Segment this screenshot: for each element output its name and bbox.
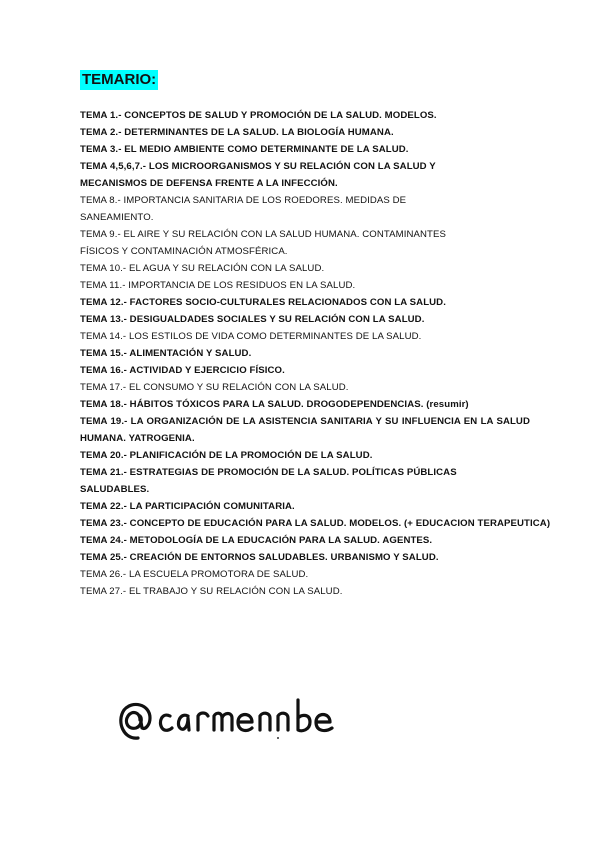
- topic-line: TEMA 27.- EL TRABAJO Y SU RELACIÓN CON LA SALUD.: [80, 586, 343, 597]
- topic-line: TEMA 12.- FACTORES SOCIO-CULTURALES RELACIONADOS CON LA SALUD.: [80, 297, 446, 308]
- topic-line: TEMA 20.- PLANIFICACIÓN DE LA PROMOCIÓN DE LA SALUD.: [80, 450, 373, 461]
- topic-line: TEMA 23.- CONCEPTO DE EDUCACIÓN PARA LA SALUD. MODELOS. (+ EDUCACION TERAPEUTICA): [80, 518, 551, 529]
- topic-line: MECANISMOS DE DEFENSA FRENTE A LA INFECCIÓN.: [80, 178, 338, 189]
- topic-line: TEMA 14.- LOS ESTILOS DE VIDA COMO DETERMINANTES DE LA SALUD.: [80, 331, 422, 342]
- topic-line: TEMA 10.- EL AGUA Y SU RELACIÓN CON LA SALUD.: [80, 263, 325, 274]
- topic-line: TEMA 8.- IMPORTANCIA SANITARIA DE LOS ROEDORES. MEDIDAS DE: [80, 195, 407, 206]
- handwritten-signature: [118, 690, 358, 750]
- page-title: TEMARIO:: [82, 71, 157, 88]
- topic-line: TEMA 18.- HÁBITOS TÓXICOS PARA LA SALUD. DROGODEPENDENCIAS. (resumir): [80, 399, 469, 410]
- topic-line: TEMA 17.- EL CONSUMO Y SU RELACIÓN CON LA SALUD.: [80, 382, 349, 393]
- ink-dot: [277, 737, 279, 739]
- topic-line: TEMA 19.- LA ORGANIZACIÓN DE LA ASISTENCIA SANITARIA Y SU INFLUENCIA EN LA SALUD HUMANA. YATROGENIA.: [80, 416, 530, 444]
- topic-line: TEMA 15.- ALIMENTACIÓN Y SALUD.: [80, 348, 252, 359]
- topic-line: FÍSICOS Y CONTAMINACIÓN ATMOSFÉRICA.: [80, 246, 288, 257]
- topic-line: TEMA 9.- EL AIRE Y SU RELACIÓN CON LA SALUD HUMANA. CONTAMINANTES: [80, 229, 446, 240]
- topic-line: TEMA 11.- IMPORTANCIA DE LOS RESIDUOS EN LA SALUD.: [80, 280, 356, 291]
- topic-line: TEMA 13.- DESIGUALDADES SOCIALES Y SU RELACIÓN CON LA SALUD.: [80, 314, 425, 325]
- topic-line: TEMA 4,5,6,7.- LOS MICROORGANISMOS Y SU RELACIÓN CON LA SALUD Y: [80, 161, 436, 172]
- topic-line: TEMA 21.- ESTRATEGIAS DE PROMOCIÓN DE LA SALUD. POLÍTICAS PÚBLICAS: [80, 467, 457, 478]
- topic-line: TEMA 26.- LA ESCUELA PROMOTORA DE SALUD.: [80, 569, 309, 580]
- topic-list: [80, 107, 551, 600]
- topic-line: TEMA 3.- EL MEDIO AMBIENTE COMO DETERMINANTE DE LA SALUD.: [80, 144, 409, 155]
- topic-line: TEMA 24.- METODOLOGÍA DE LA EDUCACIÓN PARA LA SALUD. AGENTES.: [80, 535, 433, 546]
- topic-line: SANEAMIENTO.: [80, 212, 154, 223]
- topic-line: TEMA 22.- LA PARTICIPACIÓN COMUNITARIA.: [80, 501, 295, 512]
- topic-line: SALUDABLES.: [80, 484, 150, 495]
- topic-line: TEMA 16.- ACTIVIDAD Y EJERCICIO FÍSICO.: [80, 365, 285, 376]
- topic-line: TEMA 2.- DETERMINANTES DE LA SALUD. LA BIOLOGÍA HUMANA.: [80, 127, 394, 138]
- topic-line: TEMA 25.- CREACIÓN DE ENTORNOS SALUDABLES. URBANISMO Y SALUD.: [80, 552, 439, 563]
- topic-line: TEMA 1.- CONCEPTOS DE SALUD Y PROMOCIÓN DE LA SALUD. MODELOS.: [80, 110, 437, 121]
